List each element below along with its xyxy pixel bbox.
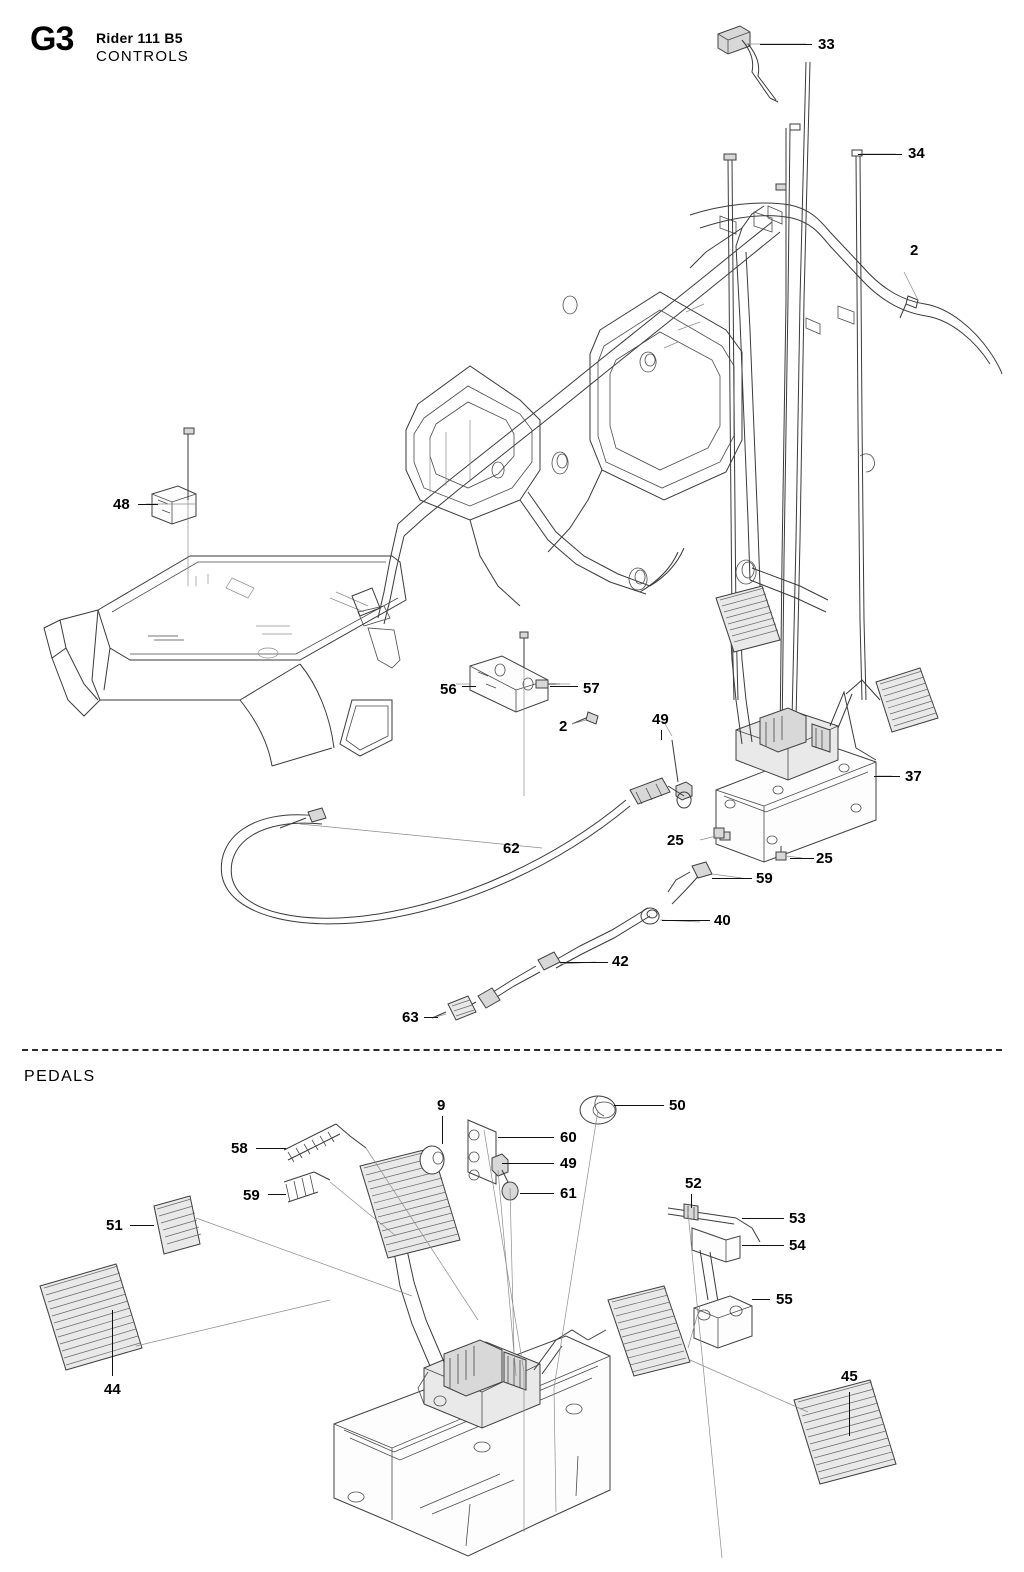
footboard-deck	[44, 556, 406, 766]
callout-40: 40	[714, 912, 731, 929]
part-60-plate	[468, 1120, 496, 1184]
callout-59-top: 59	[756, 870, 773, 887]
callout-49-pedals: 49	[560, 1155, 577, 1172]
part-48-bracket	[152, 428, 196, 586]
callout-61: 61	[560, 1185, 577, 1202]
callout-44: 44	[104, 1381, 121, 1398]
callout-2-lower: 2	[559, 718, 568, 735]
callout-52: 52	[685, 1175, 702, 1192]
callout-34: 34	[908, 145, 925, 162]
callout-54: 54	[789, 1237, 806, 1254]
leader-56	[462, 686, 476, 687]
callout-2-upper: 2	[910, 242, 919, 259]
leader-49-pedals	[502, 1163, 554, 1164]
leader-51	[130, 1225, 154, 1226]
leader-25-right	[790, 858, 814, 859]
callout-48: 48	[113, 496, 130, 513]
leader-37	[874, 776, 900, 777]
part-59-spring	[284, 1172, 330, 1202]
leader-48	[138, 504, 158, 505]
leader-45-vertical	[849, 1392, 850, 1436]
callout-9: 9	[437, 1097, 446, 1114]
callout-58: 58	[231, 1140, 248, 1157]
callout-55: 55	[776, 1291, 793, 1308]
leader-40	[662, 920, 710, 921]
part-58-spring	[284, 1124, 366, 1162]
leader-59-top	[712, 878, 752, 879]
pedal-cluster-assembly	[672, 586, 938, 862]
callout-45: 45	[841, 1368, 858, 1385]
leader-53	[742, 1218, 784, 1219]
callout-57: 57	[583, 680, 600, 697]
leader-33	[760, 44, 812, 45]
chassis-frame	[378, 203, 1002, 624]
part-54-bracket	[692, 1228, 740, 1302]
callout-63: 63	[402, 1009, 419, 1026]
leader-34	[858, 154, 902, 155]
part-9-washer	[420, 1146, 444, 1174]
leader-63	[424, 1017, 438, 1018]
leader-60	[498, 1137, 554, 1138]
callout-59-pedals: 59	[243, 1187, 260, 1204]
pedals-detail-assembly	[40, 1096, 896, 1558]
callout-50: 50	[669, 1097, 686, 1114]
callout-60: 60	[560, 1129, 577, 1146]
leader-42	[560, 962, 608, 963]
callout-25-left: 25	[667, 832, 684, 849]
section-divider	[22, 1049, 1002, 1051]
machine-model: Rider 111 B5	[96, 30, 183, 46]
leader-49-top-vertical	[661, 730, 662, 740]
leader-44-vertical	[112, 1310, 113, 1376]
part-56-57-bracket	[470, 632, 598, 796]
callout-49-top: 49	[652, 711, 669, 728]
leader-57	[550, 686, 578, 687]
leader-50	[614, 1105, 664, 1106]
section-title: CONTROLS	[96, 48, 189, 65]
pedals-section-title: PEDALS	[24, 1068, 96, 1085]
callout-25-right: 25	[816, 850, 833, 867]
part-50-ring	[580, 1096, 616, 1124]
callout-56: 56	[440, 681, 457, 698]
callout-leaders	[146, 44, 918, 1018]
callout-33: 33	[818, 36, 835, 53]
leader-55	[752, 1299, 770, 1300]
callout-51: 51	[106, 1217, 123, 1234]
callout-42: 42	[612, 953, 629, 970]
page-code: G3	[30, 20, 74, 58]
callout-62: 62	[503, 840, 520, 857]
leader-58	[256, 1148, 286, 1149]
control-cable-assembly	[221, 778, 724, 1020]
callout-53: 53	[789, 1210, 806, 1227]
leader-61	[520, 1193, 554, 1194]
callout-37: 37	[905, 768, 922, 785]
part-33-lever	[718, 26, 778, 102]
leader-54	[742, 1245, 784, 1246]
leader-59-pedals	[268, 1194, 286, 1195]
leader-52-vertical	[691, 1194, 692, 1208]
part-55-block	[694, 1296, 752, 1348]
leader-9-vertical	[442, 1116, 443, 1144]
